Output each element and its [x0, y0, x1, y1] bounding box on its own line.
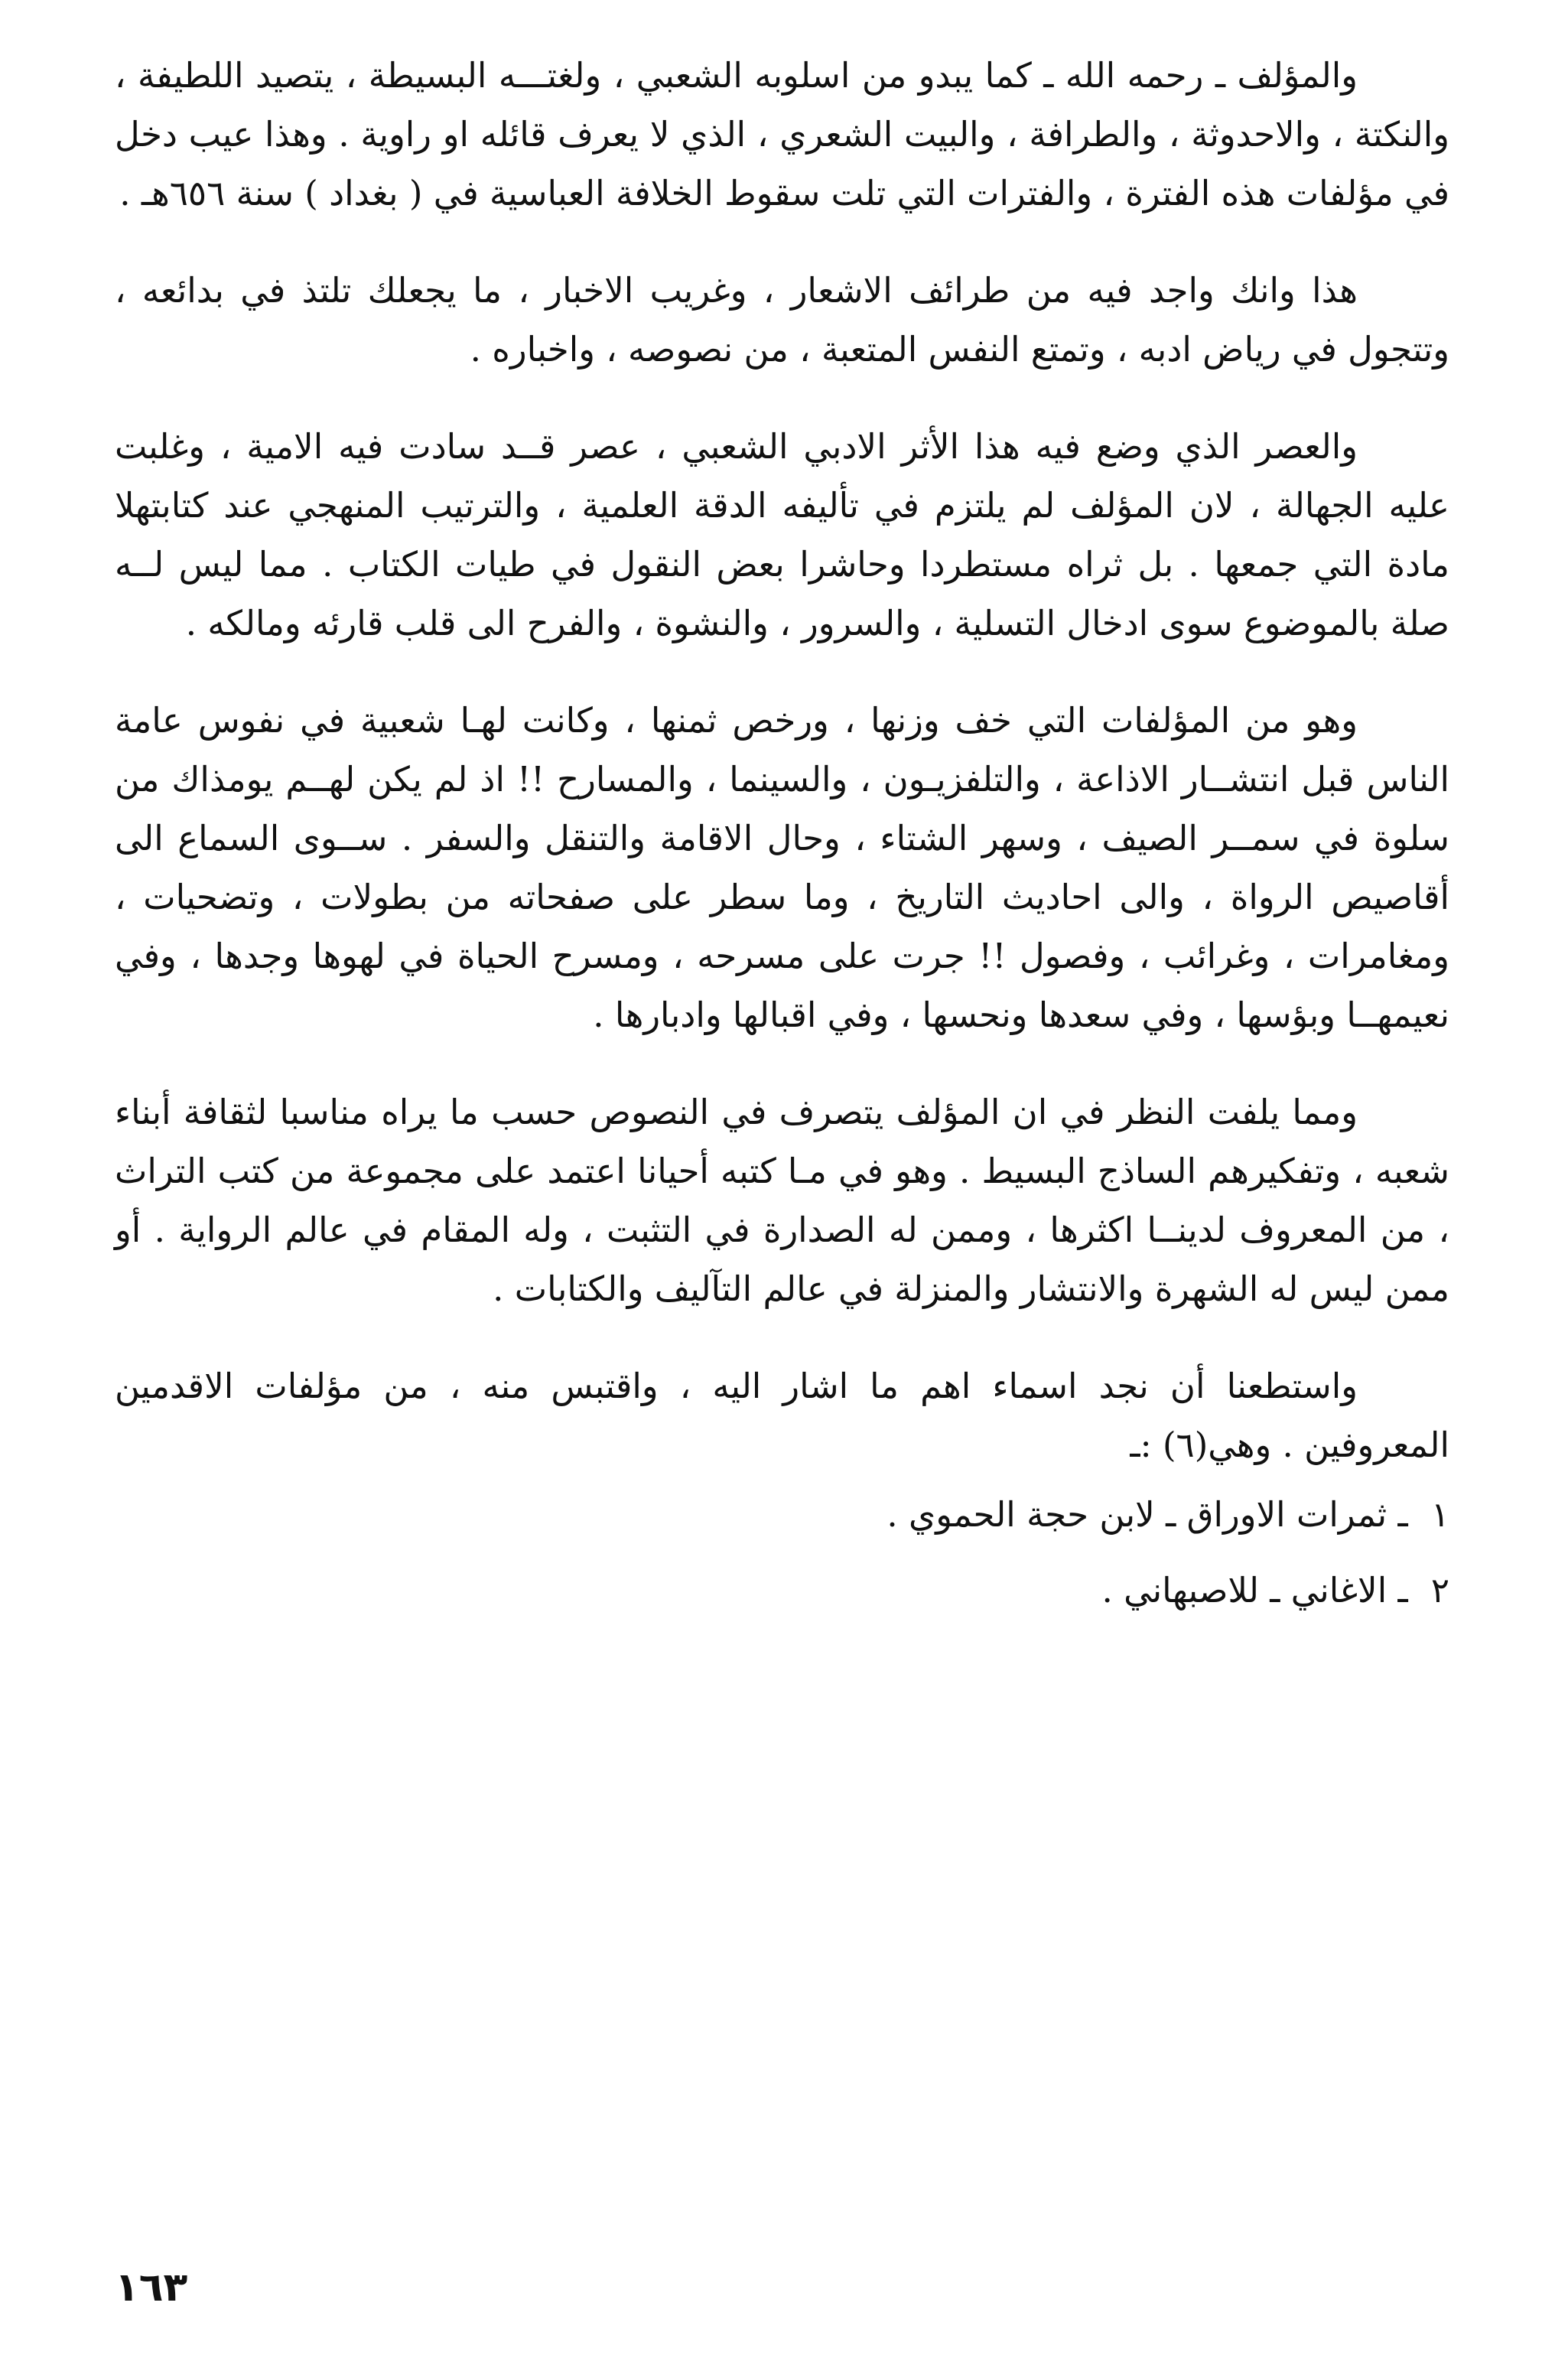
list-item-2 [115, 1561, 1449, 1620]
paragraph-2: هذا وانك واجد فيه من طرائف الاشعار ، وغريب الاخبار ، ما يجعلك تلتذ في بدائعه ، وتتجول في رياض ادبه ، وتمتع النفس المتعبة ، من نصوصه ، واخباره . [115, 270, 1449, 370]
paragraph-3: والعصر الذي وضع فيه هذا الأثر الادبي الشعبي ، عصر قــد سادت فيه الامية ، وغلبت عليه الجهالة ، لان المؤلف لم يلتزم في تأليفه الدقة العلمية ، والترتيب المنهجي عند كتابتهلا مادة التي جمعها . بل ثراه مستطردا وحاشرا بعض النقول في طيات الكتاب . مما ليس لــه صلة بالموضوع سوى ادخال التسلية ، والسرور ، والنشوة ، والفرح الى قلب قارئه ومالكه . [115, 426, 1449, 643]
list-item-1 [115, 1485, 1449, 1544]
paragraph-6: واستطعنا أن نجد اسماء اهم ما اشار اليه ، واقتبس منه ، من مؤلفات الاقدمين المعروفين . وهي(٦) :ـ [115, 1366, 1449, 1465]
paragraph-1: والمؤلف ـ رحمه الله ـ كما يبدو من اسلوبه الشعبي ، ولغتـــه البسيطة ، يتصيد اللطيفة ، والنكتة ، والاحدوثة ، والطرافة ، والبيت الشعري ، الذي لا يعرف قائله او راوية . وهذا عيب دخل في مؤلفات هذه الفترة ، والفترات التي تلت سقوط الخلافة العباسية في ( بغداد ) سنة ٦٥٦هـ . [115, 55, 1449, 213]
paragraph-5: ومما يلفت النظر في ان المؤلف يتصرف في النصوص حسب ما يراه مناسبا لثقافة أبناء شعبه ، وتفكيرهم الساذج البسيط . وهو في مـا كتبه أحيانا اعتمد على مجموعة من كتب التراث ، من المعروف لدينــا اكثرها ، وممن له الصدارة في التثبت ، وله المقام في عالم الرواية . أو ممن ليس له الشهرة والانتشار والمنزلة في عالم التآليف والكتابات . [115, 1092, 1449, 1309]
page-number: ١٦٣ [115, 2265, 188, 2311]
list-item-number: ٢ [1430, 1570, 1449, 1611]
list-item-text: ـ ثمرات الاوراق ـ لابن حجة الحموي . [886, 1494, 1408, 1535]
list-item-text: ـ الاغاني ـ للاصبهاني . [1101, 1570, 1408, 1611]
paragraph-4: وهو من المؤلفات التي خف وزنها ، ورخص ثمنها ، وكانت لهـا شعبية في نفوس عامة الناس قبل انتشــار الاذاعة ، والتلفزيـون ، والسينما ، والمسارح !! اذ لم يكن لهــم يومذاك من سلوة في سمــر الصيف ، وسهر الشتاء ، وحال الاقامة والتنقل والسفر . ســوى السماع الى أقاصيص الرواة ، والى احاديث التاريخ ، وما سطر على صفحاته من بطولات ، وتضحيات ، ومغامرات ، وغرائب ، وفصول !! جرت على مسرحه ، ومسرح الحياة في لهوها وجدها ، وفي نعيمهــا وبؤسها ، وفي سعدها ونحسها ، وفي اقبالها وادبارها . [115, 700, 1449, 1035]
list-item-number: ١ [1430, 1494, 1449, 1535]
page-body [115, 46, 1449, 1637]
